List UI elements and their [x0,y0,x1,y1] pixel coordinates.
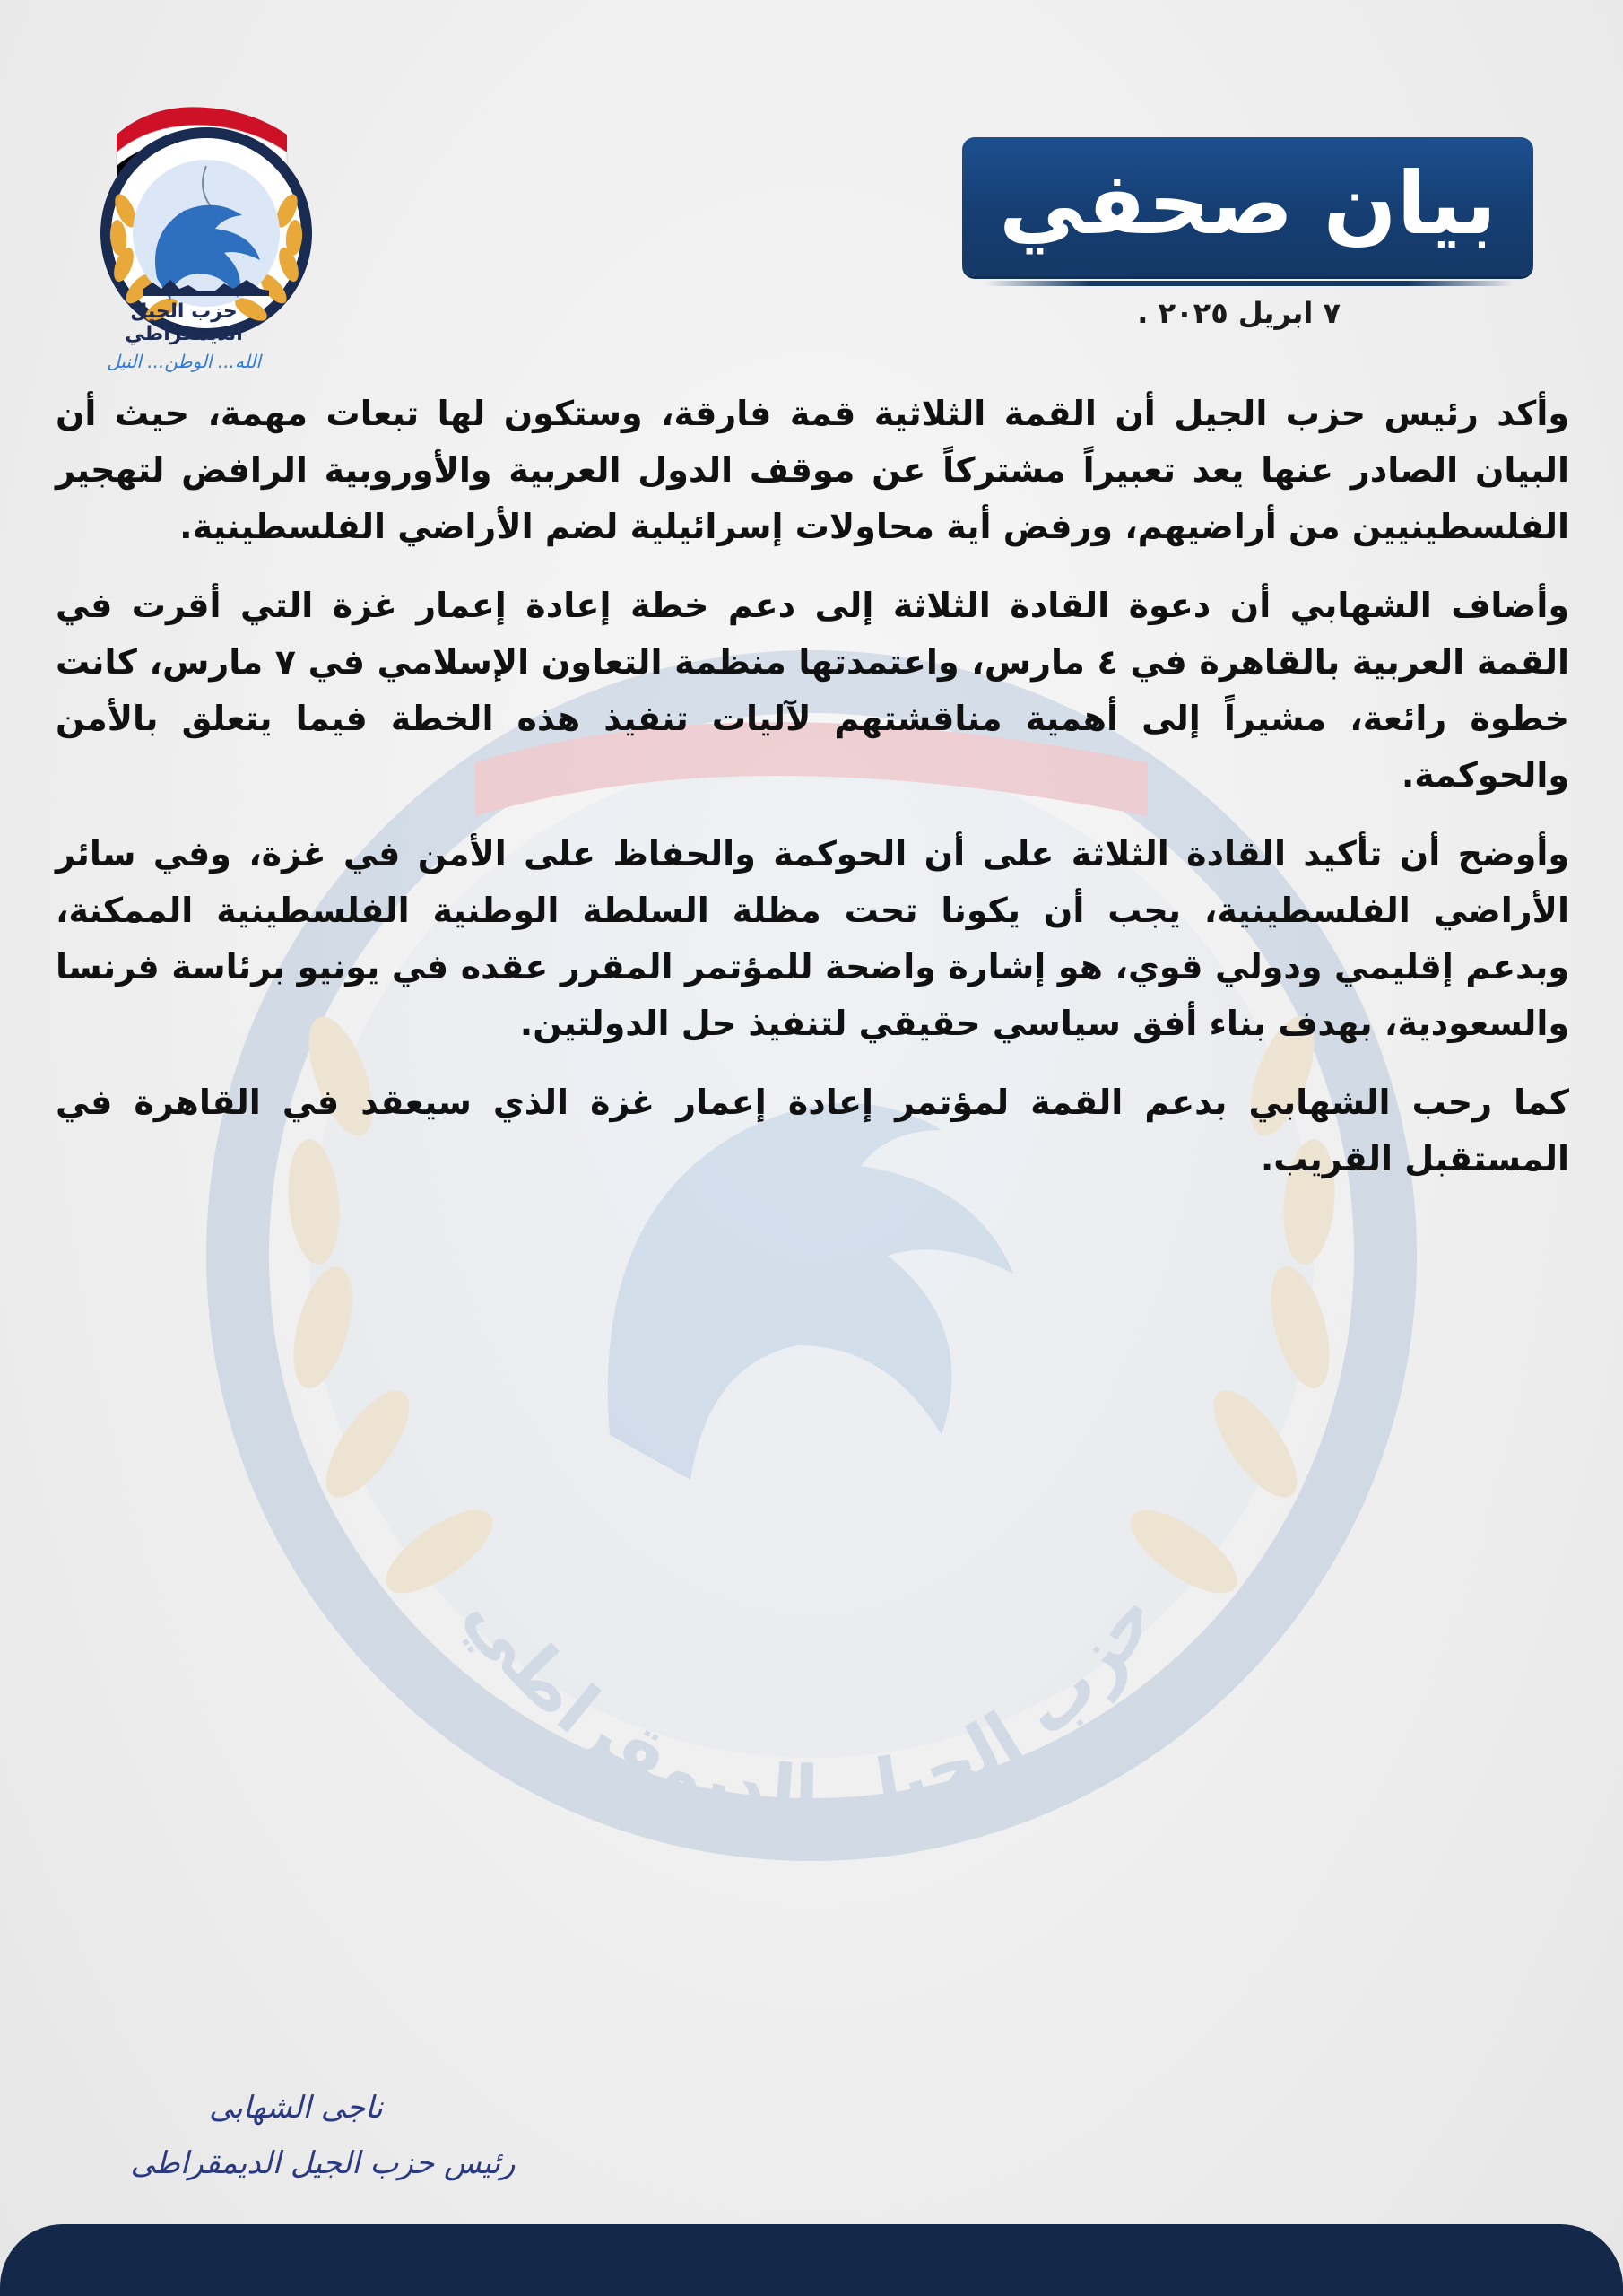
logo-party-name: حزب الجيل الديمقراطي [125,300,243,345]
signatory-name: ناجى الشهابى [209,2090,383,2126]
signatory-role: رئيس حزب الجيل الديمقراطى [130,2145,516,2181]
logo-caption [72,300,296,372]
statement-body [56,386,1569,1210]
logo-motto: الله... الوطن... النيل [107,351,261,372]
page-title: بيان صحفي [999,152,1497,254]
title-banner [962,137,1533,276]
banner-underline [985,281,1514,286]
paragraph-2: وأضاف الشهابي أن دعوة القادة الثلاثة إلى دعم خطة إعادة إعمار غزة التي أقرت في القمة العربية بالقاهرة في ٤ مارس، واعتمدتها منظمة التعاون الإسلامي في ٧ مارس، كانت خطوة رائعة، مشيراً إلى أهمية مناقشتهم لآليات تنفيذ هذه الخطة فيما يتعلق بالأمن والحوكمة. [56,586,1569,795]
paragraph-3: وأوضح أن تأكيد القادة الثلاثة على أن الحوكمة والحفاظ على الأمن في غزة، وفي سائر الأراضي الفلسطينية، يجب أن يكونا تحت مظلة السلطة الوطنية الفلسطينية الممكنة، وبدعم إقليمي ودولي قوي، هو إشارة واضحة للمؤتمر المقرر عقده في يونيو برئاسة فرنسا والسعودية، بهدف بناء أفق سياسي حقيقي لتنفيذ حل الدولتين. [56,834,1569,1043]
watermark-text: حزب الجيل الديمقراطي [449,1576,1173,1835]
release-date: ٧ ابريل ٢٠٢٥ . [1137,296,1341,330]
paragraph-4: كما رحب الشهابي بدعم القمة لمؤتمر إعادة إعمار غزة الذي سيعقد في القاهرة في المستقبل القريب. [56,1083,1569,1178]
footer-band [0,2224,1623,2296]
signature-block [99,2090,547,2181]
paragraph-1: وأكد رئيس حزب الجيل أن القمة الثلاثية قمة فارقة، وستكون لها تبعات مهمة، حيث أن البيان الصادر عنها يعد تعبيراً مشتركاً عن موقف الدول العربية والأوروبية الرافض لتهجير الفلسطينيين من أراضيهم، ورفض أية محاولات إسرائيلية لضم الأراضي الفلسطينية. [56,394,1569,546]
